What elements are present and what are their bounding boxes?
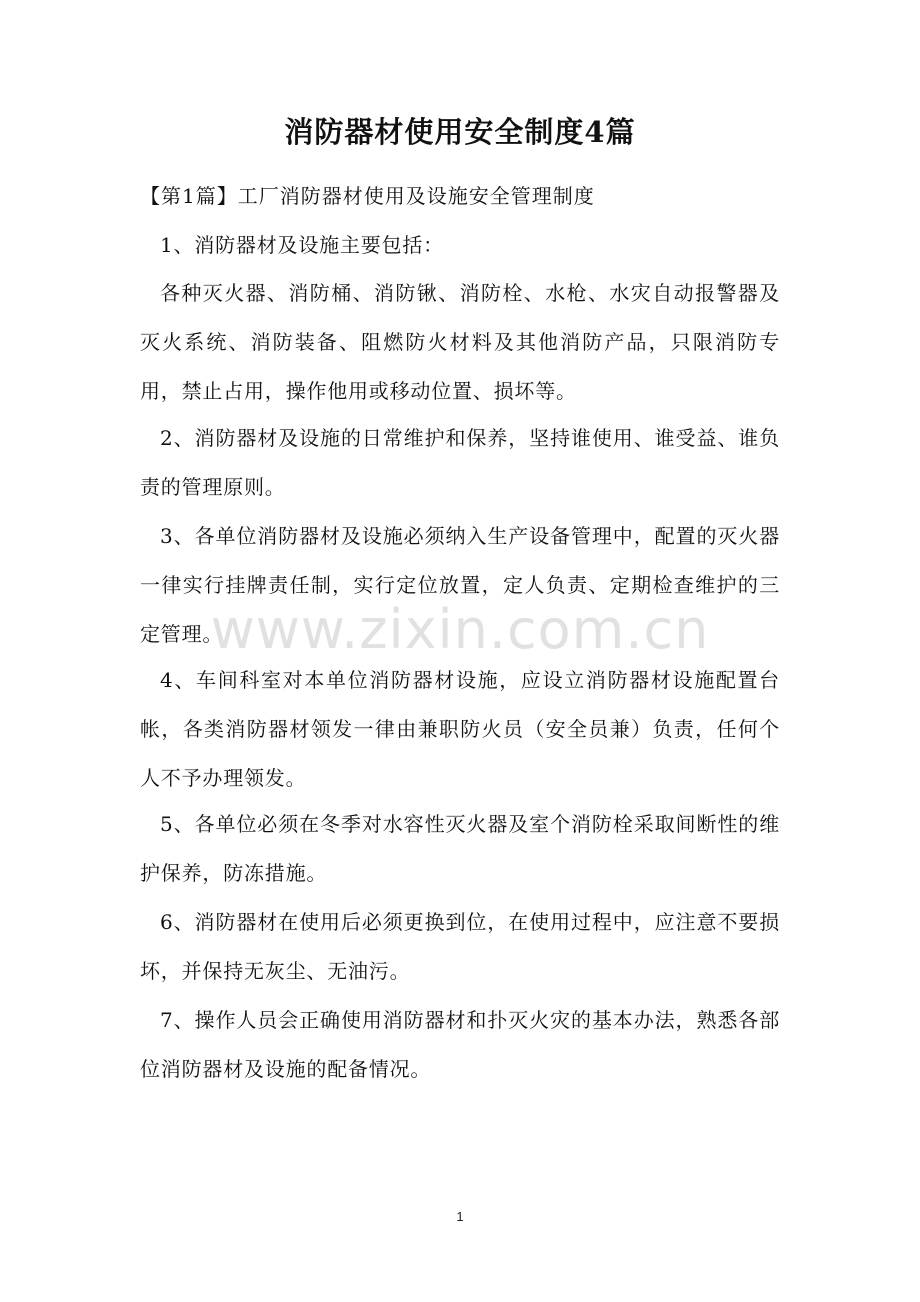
watermark: www.zixin.com.cn	[210, 598, 710, 661]
page-number: 1	[456, 1209, 464, 1224]
paragraph-2: 各种灭火器、消防桶、消防锹、消防栓、水枪、水灾自动报警器及灭火系统、消防装备、阻燃防火材料及其他消防产品，只限消防专用，禁止占用，操作他用或移动位置、损坏等。	[140, 281, 780, 403]
section-heading: 【第1篇】工厂消防器材使用及设施安全管理制度	[140, 184, 595, 208]
paragraph-4: 3、各单位消防器材及设施必须纳入生产设备管理中，配置的灭火器一律实行挂牌责任制，实行定位放置，定人负责、定期检查维护的三定管理。	[140, 524, 780, 646]
paragraph-3: 2、消防器材及设施的日常维护和保养，坚持谁使用、谁受益、谁负责的管理原则。	[140, 426, 780, 499]
paragraph-8: 7、操作人员会正确使用消防器材和扑灭火灾的基本办法，熟悉各部位消防器材及设施的配备情况。	[140, 1008, 780, 1081]
paragraph-1: 1、消防器材及设施主要包括：	[160, 233, 444, 257]
document-title: 消防器材使用安全制度4篇	[284, 115, 636, 149]
paragraph-5: 4、车间科室对本单位消防器材设施，应设立消防器材设施配置台帐，各类消防器材领发一律由兼职防火员（安全员兼）负责，任何个人不予办理领发。	[140, 668, 780, 790]
paragraph-7: 6、消防器材在使用后必须更换到位，在使用过程中，应注意不要损坏，并保持无灰尘、无油污。	[140, 910, 780, 983]
paragraph-6: 5、各单位必须在冬季对水容性灭火器及室个消防栓采取间断性的维护保养，防冻措施。	[140, 812, 780, 885]
